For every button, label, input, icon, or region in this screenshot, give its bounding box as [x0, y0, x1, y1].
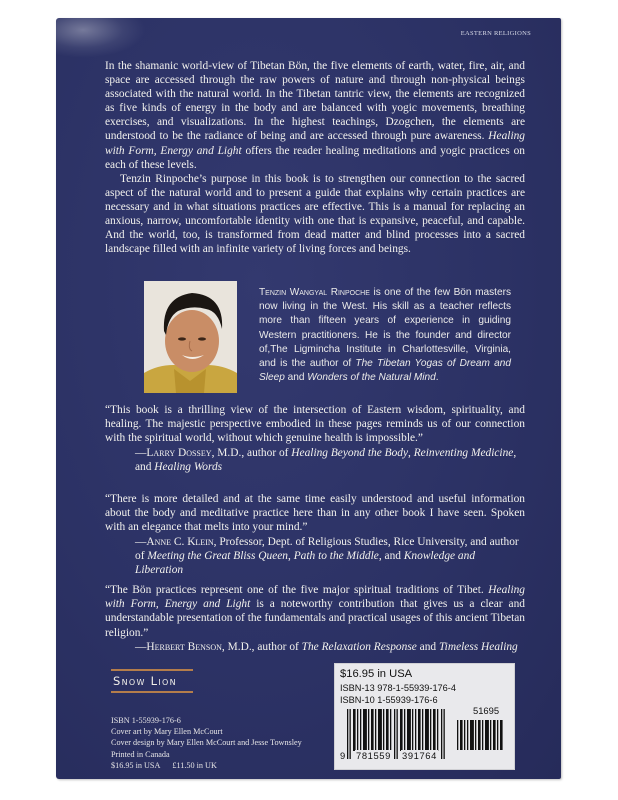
endorsement-quote: “The Bön practices represent one of the five major spiritual traditions of Tibet. Healing with Form, Energy and Light is a noteworthy contribution that gives us a clear and understandable presentation of the fundamentals and practical usages of this ancient Tibetan religion.”: [105, 584, 525, 639]
book-back-cover: [56, 18, 561, 779]
series-label: EASTERN RELIGIONS: [460, 30, 531, 37]
logo-rule-bottom: [111, 691, 193, 693]
barcode-isbn13: ISBN-13 978-1-55939-176-4: [340, 683, 456, 693]
endorsement-quote: “This book is a thrilling view of the intersection of Eastern wisdom, spirituality, and healing. The majestic perspective embodied in these pages reminds us of our connection with the spiritual world, without which genuine health is impossible.”: [105, 404, 525, 445]
blurb-paragraph-2: Tenzin Rinpoche’s purpose in this book is to strengthen our connection to the sacred aspect of the natural world and to present a guide that explains why certain practices are necessary and in what situations practices are effective. This is a manual for replacing an anxious, narrow, uncomfortable identity with one that is expansive, peaceful, and capable. And the world, too, is transformed from dead matter and blind processes into a sacred landscape filled with an infinite variety of living forces and beings.: [105, 172, 525, 256]
imprint-isbn: ISBN 1-55939-176-6: [111, 716, 181, 725]
addon-barcode-icon: [456, 720, 506, 750]
endorsement-attribution: —Anne C. Klein, Professor, Dept. of Religious Studies, Rice University, and author of Meeting the Great Bliss Queen, Path to the Middle, and Knowledge and Liberation: [135, 535, 519, 577]
barcode-label: [334, 663, 515, 770]
barcode-digit-lead: 9: [340, 750, 346, 761]
endorsement-2: [105, 492, 525, 577]
imprint-printed: Printed in Canada: [111, 749, 170, 759]
publisher-logo-text: Snow Lion: [113, 674, 177, 688]
endorsement-attribution: —Larry Dossey, M.D., author of Healing Beyond the Body, Reinventing Medicine, and Healing Words: [135, 446, 517, 473]
author-photo: [144, 281, 237, 393]
imprint-cover-art: Cover art by Mary Ellen McCourt: [111, 727, 223, 737]
author-portrait-icon: [144, 281, 237, 393]
barcode-digits-left: 781559: [356, 750, 391, 761]
endorsement-attribution: —Herbert Benson, M.D., author of The Relaxation Response and Timeless Healing: [135, 640, 518, 653]
barcode-digits-right: 391764: [402, 750, 437, 761]
blurb-paragraph-1: In the shamanic world-view of Tibetan Bön, the five elements of earth, water, fire, air, and space are accessed through the raw powers of nature and through non-physical beings associated with the natural world. In the Tibetan tantric view, the elements are recognized as five kinds of energy in the body and are balanced with yogic movements, breathing exercises, and visualizations. In the highest teachings, Dzogchen, the elements are understood to be the radiance of being and are accessed through pure awareness. Healing with Form, Energy and Light offers the reader healing meditations and yogic practices on each of these levels.: [105, 60, 525, 171]
endorsement-quote: “There is more detailed and at the same time easily understood and useful information about the body and meditative practice here than in any other book I have seen. Spoken with an elegance that melts into your mind.”: [105, 493, 525, 534]
author-bio: Tenzin Wangyal Rinpoche is one of the few Bön masters now living in the West. His skill as a teacher reflects more than fifteen years of experience in guiding Western practitioners. He is the founder and director of,The Ligmincha Institute in Charlottesville, Virginia, and is the author of The Tibetan Yogas of Dream and Sleep and Wonders of the Natural Mind.: [259, 287, 511, 384]
author-name: Tenzin Wangyal Rinpoche: [259, 287, 370, 298]
blurb: [105, 59, 525, 256]
endorsement-3: [105, 583, 525, 654]
cover-glare: [56, 18, 146, 58]
imprint-prices: $16.95 in USA £11.50 in UK: [111, 760, 217, 770]
barcode-price: $16.95 in USA: [340, 668, 413, 680]
endorsement-1: [105, 403, 525, 474]
barcode-isbn10: ISBN-10 1-55939-176-6: [340, 695, 438, 705]
imprint-info: [111, 715, 351, 771]
publisher-logo: [111, 669, 193, 693]
imprint-cover-design: Cover design by Mary Ellen McCourt and Jesse Townsley: [111, 738, 302, 748]
book-title: Healing with Form, Energy and Light: [105, 130, 525, 157]
barcode-addon-number: 51695: [473, 705, 500, 716]
